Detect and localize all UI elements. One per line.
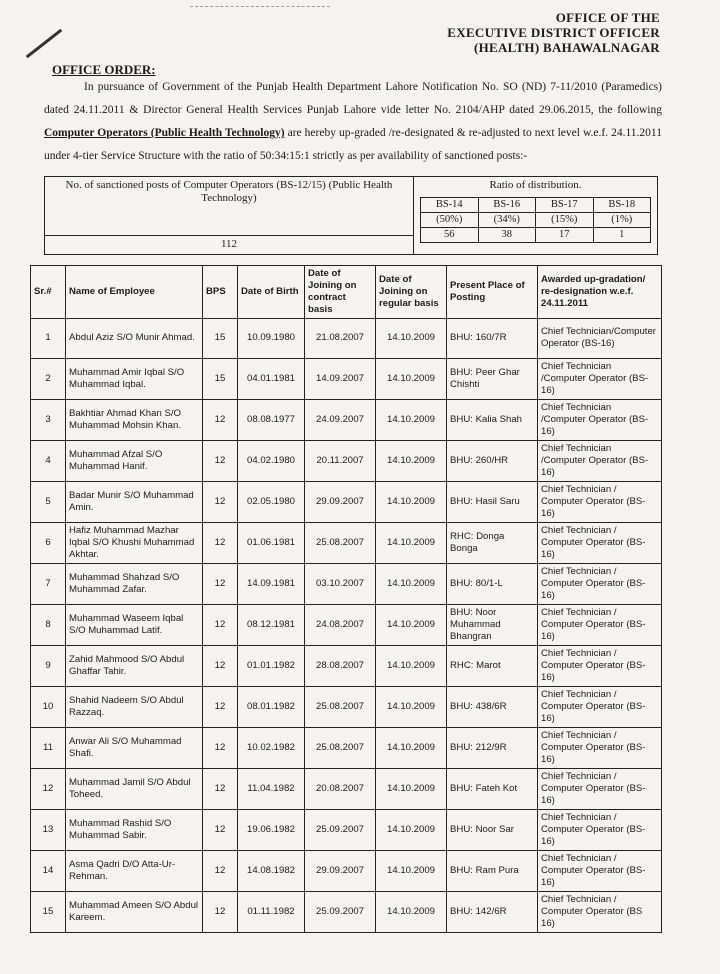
name-cell: Bakhtiar Ahmad Khan S/O Muhammad Mohsin Khan. <box>66 399 203 440</box>
sr-cell: 3 <box>31 399 66 440</box>
upgradation-cell: Chief Technician /Computer Operator (BS-16) <box>538 440 662 481</box>
upgradation-cell: Chief Technician / Computer Operator (BS-16) <box>538 645 662 686</box>
grade-pct: (15%) <box>536 213 594 228</box>
table-row <box>31 319 662 359</box>
contract-date-cell: 29.09.2007 <box>305 481 376 522</box>
sr-cell: 1 <box>31 319 66 359</box>
name-cell: Muhammad Rashid S/O Muhammad Sabir. <box>66 809 203 850</box>
name-cell: Anwar Ali S/O Muhammad Shafi. <box>66 727 203 768</box>
para-end: are hereby up-graded /re-designated & re-adjusted to next level w.e.f. 24.11.2011 under 4-tier Service Structure with the ratio of 50:34:15:1 strictly as per availability of sanctioned posts:- <box>44 127 662 162</box>
grade-label: BS-18 <box>593 198 651 213</box>
table-row <box>31 686 662 727</box>
dob-cell: 02.05.1980 <box>238 481 305 522</box>
regular-date-cell: 14.10.2009 <box>376 522 447 563</box>
sr-cell: 11 <box>31 727 66 768</box>
dob-cell: 10.02.1982 <box>238 727 305 768</box>
dob-cell: 01.06.1981 <box>238 522 305 563</box>
office-line: EXECUTIVE DISTRICT OFFICER <box>447 25 660 40</box>
dob-cell: 14.08.1982 <box>238 850 305 891</box>
posting-cell: BHU: 212/9R <box>447 727 538 768</box>
col-header: Date of Joining on contract basis <box>305 266 376 319</box>
col-header: Sr.# <box>31 266 66 319</box>
bps-cell: 12 <box>203 768 238 809</box>
grade-label: BS-17 <box>536 198 594 213</box>
contract-date-cell: 03.10.2007 <box>305 563 376 604</box>
contract-date-cell: 20.11.2007 <box>305 440 376 481</box>
office-heading <box>447 10 660 55</box>
ratio-header: Ratio of distribution. <box>489 179 582 191</box>
upgradation-cell: Chief Technician / Computer Operator (BS-16) <box>538 850 662 891</box>
name-cell: Muhammad Waseem Iqbal S/O Muhammad Latif. <box>66 604 203 645</box>
upgradation-cell: Chief Technician /Computer Operator (BS-16) <box>538 358 662 399</box>
table-row <box>31 768 662 809</box>
posting-cell: RHC: Marot <box>447 645 538 686</box>
sr-cell: 4 <box>31 440 66 481</box>
contract-date-cell: 25.09.2007 <box>305 891 376 932</box>
contract-date-cell: 24.08.2007 <box>305 604 376 645</box>
upgradation-cell: Chief Technician/Computer Operator (BS-16) <box>538 319 662 359</box>
bps-cell: 12 <box>203 645 238 686</box>
table-row <box>31 481 662 522</box>
grade-count: 1 <box>593 228 651 243</box>
contract-date-cell: 24.09.2007 <box>305 399 376 440</box>
sr-cell: 10 <box>31 686 66 727</box>
table-row <box>31 727 662 768</box>
grade-pct: (1%) <box>593 213 651 228</box>
posting-cell: BHU: 438/6R <box>447 686 538 727</box>
contract-date-cell: 25.08.2007 <box>305 727 376 768</box>
regular-date-cell: 14.10.2009 <box>376 809 447 850</box>
name-cell: Muhammad Shahzad S/O Muhammad Zafar. <box>66 563 203 604</box>
sr-cell: 12 <box>31 768 66 809</box>
posting-cell: BHU: Fateh Kot <box>447 768 538 809</box>
grade-count: 38 <box>478 228 536 243</box>
posting-cell: BHU: Kalia Shah <box>447 399 538 440</box>
name-cell: Abdul Aziz S/O Munir Ahmad. <box>66 319 203 359</box>
grade-pct: (34%) <box>478 213 536 228</box>
posting-cell: BHU: Ram Pura <box>447 850 538 891</box>
regular-date-cell: 14.10.2009 <box>376 481 447 522</box>
ratio-cell <box>414 177 658 255</box>
bps-cell: 15 <box>203 358 238 399</box>
office-line: (HEALTH) BAHAWALNAGAR <box>473 40 660 55</box>
posting-cell: BHU: Noor Sar <box>447 809 538 850</box>
name-cell: Muhammad Afzal S/O Muhammad Hanif. <box>66 440 203 481</box>
ratio-grid <box>420 197 651 243</box>
table-row <box>31 645 662 686</box>
posting-cell: BHU: Peer Ghar Chishti <box>447 358 538 399</box>
dob-cell: 08.01.1982 <box>238 686 305 727</box>
name-cell: Muhammad Ameen S/O Abdul Kareem. <box>66 891 203 932</box>
bps-cell: 15 <box>203 319 238 359</box>
contract-date-cell: 25.08.2007 <box>305 686 376 727</box>
regular-date-cell: 14.10.2009 <box>376 358 447 399</box>
dob-cell: 08.12.1981 <box>238 604 305 645</box>
upgradation-cell: Chief Technician / Computer Operator (BS-16) <box>538 522 662 563</box>
name-cell: Muhammad Jamil S/O Abdul Toheed. <box>66 768 203 809</box>
upgradation-cell: Chief Technician / Computer Operator (BS-16) <box>538 727 662 768</box>
contract-date-cell: 28.08.2007 <box>305 645 376 686</box>
name-cell: Asma Qadri D/O Atta-Ur-Rehman. <box>66 850 203 891</box>
regular-date-cell: 14.10.2009 <box>376 563 447 604</box>
col-header: BPS <box>203 266 238 319</box>
bps-cell: 12 <box>203 522 238 563</box>
dob-cell: 08.08.1977 <box>238 399 305 440</box>
name-cell: Zahid Mahmood S/O Abdul Ghaffar Tahir. <box>66 645 203 686</box>
upgradation-cell: Chief Technician / Computer Operator (BS-16) <box>538 768 662 809</box>
bps-cell: 12 <box>203 686 238 727</box>
pen-mark <box>26 29 63 58</box>
regular-date-cell: 14.10.2009 <box>376 604 447 645</box>
col-header: Present Place of Posting <box>447 266 538 319</box>
posting-cell: BHU: 160/7R <box>447 319 538 359</box>
upgradation-cell: Chief Technician / Computer Operator (BS-16) <box>538 604 662 645</box>
contract-date-cell: 20.08.2007 <box>305 768 376 809</box>
upgradation-cell: Chief Technician / Computer Operator (BS-16) <box>538 481 662 522</box>
sanctioned-posts-table <box>44 176 658 255</box>
sr-cell: 6 <box>31 522 66 563</box>
sr-cell: 13 <box>31 809 66 850</box>
contract-date-cell: 21.08.2007 <box>305 319 376 359</box>
grade-pct: (50%) <box>421 213 479 228</box>
para-bold: Computer Operators (Public Health Technology) <box>44 127 285 139</box>
regular-date-cell: 14.10.2009 <box>376 645 447 686</box>
table-row <box>31 399 662 440</box>
order-paragraph <box>44 76 662 168</box>
contract-date-cell: 25.09.2007 <box>305 809 376 850</box>
para-start: In pursuance of Government of the Punjab Health Department Lahore Notification No. SO (ND) 7-11/2010 (Paramedics) dated 24.11.2011 & Director General Health Services Punjab Lahore vide letter No. 2104/AHP dated 29.06.2015, the following <box>44 81 662 116</box>
col-header: Awarded up-gradation/ re-designation w.e.f. 24.11.2011 <box>538 266 662 319</box>
bps-cell: 12 <box>203 850 238 891</box>
bps-cell: 12 <box>203 809 238 850</box>
sr-cell: 14 <box>31 850 66 891</box>
grade-label: BS-14 <box>421 198 479 213</box>
name-cell: Shahid Nadeem S/O Abdul Razzaq. <box>66 686 203 727</box>
dob-cell: 04.01.1981 <box>238 358 305 399</box>
sanctioned-total: 112 <box>45 236 414 255</box>
sr-cell: 15 <box>31 891 66 932</box>
bps-cell: 12 <box>203 440 238 481</box>
contract-date-cell: 29.09.2007 <box>305 850 376 891</box>
dob-cell: 04.02.1980 <box>238 440 305 481</box>
regular-date-cell: 14.10.2009 <box>376 686 447 727</box>
upgradation-cell: Chief Technician / Computer Operator (BS 16) <box>538 891 662 932</box>
bps-cell: 12 <box>203 563 238 604</box>
contract-date-cell: 14.09.2007 <box>305 358 376 399</box>
sr-cell: 7 <box>31 563 66 604</box>
table-row <box>31 850 662 891</box>
upgradation-cell: Chief Technician / Computer Operator (BS-16) <box>538 563 662 604</box>
contract-date-cell: 25.08.2007 <box>305 522 376 563</box>
regular-date-cell: 14.10.2009 <box>376 727 447 768</box>
posting-cell: BHU: 260/HR <box>447 440 538 481</box>
name-cell: Badar Munir S/O Muhammad Amin. <box>66 481 203 522</box>
upgradation-cell: Chief Technician / Computer Operator (BS-16) <box>538 809 662 850</box>
regular-date-cell: 14.10.2009 <box>376 440 447 481</box>
table-row <box>31 891 662 932</box>
top-scan-line <box>190 6 330 7</box>
sr-cell: 9 <box>31 645 66 686</box>
table-row <box>31 604 662 645</box>
grade-count: 17 <box>536 228 594 243</box>
regular-date-cell: 14.10.2009 <box>376 399 447 440</box>
sanctioned-header: No. of sanctioned posts of Computer Operators (BS-12/15) (Public Health Technology) <box>45 177 414 236</box>
bps-cell: 12 <box>203 727 238 768</box>
sr-cell: 5 <box>31 481 66 522</box>
posting-cell: RHC: Donga Bonga <box>447 522 538 563</box>
table-row <box>31 563 662 604</box>
col-header: Date of Birth <box>238 266 305 319</box>
order-title: OFFICE ORDER: <box>52 62 156 77</box>
posting-cell: BHU: Noor Muhammad Bhangran <box>447 604 538 645</box>
sr-cell: 8 <box>31 604 66 645</box>
regular-date-cell: 14.10.2009 <box>376 850 447 891</box>
upgradation-cell: Chief Technician / Computer Operator (BS-16) <box>538 686 662 727</box>
bps-cell: 12 <box>203 604 238 645</box>
col-header: Date of Joining on regular basis <box>376 266 447 319</box>
bps-cell: 12 <box>203 399 238 440</box>
sr-cell: 2 <box>31 358 66 399</box>
dob-cell: 19.06.1982 <box>238 809 305 850</box>
dob-cell: 01.11.1982 <box>238 891 305 932</box>
office-line: OFFICE OF THE <box>555 10 660 25</box>
table-row <box>31 809 662 850</box>
dob-cell: 10.09.1980 <box>238 319 305 359</box>
bps-cell: 12 <box>203 481 238 522</box>
bps-cell: 12 <box>203 891 238 932</box>
table-row <box>31 440 662 481</box>
grade-label: BS-16 <box>478 198 536 213</box>
employee-table <box>30 265 662 933</box>
table-row <box>31 522 662 563</box>
posting-cell: BHU: Hasil Saru <box>447 481 538 522</box>
col-header: Name of Employee <box>66 266 203 319</box>
regular-date-cell: 14.10.2009 <box>376 768 447 809</box>
table-row <box>31 358 662 399</box>
dob-cell: 11.04.1982 <box>238 768 305 809</box>
grade-count: 56 <box>421 228 479 243</box>
regular-date-cell: 14.10.2009 <box>376 891 447 932</box>
regular-date-cell: 14.10.2009 <box>376 319 447 359</box>
dob-cell: 14.09.1981 <box>238 563 305 604</box>
dob-cell: 01.01.1982 <box>238 645 305 686</box>
posting-cell: BHU: 142/6R <box>447 891 538 932</box>
upgradation-cell: Chief Technician /Computer Operator (BS-16) <box>538 399 662 440</box>
employee-header-row <box>31 266 662 319</box>
posting-cell: BHU: 80/1-L <box>447 563 538 604</box>
name-cell: Hafiz Muhammad Mazhar Iqbal S/O Khushi Muhammad Akhtar. <box>66 522 203 563</box>
name-cell: Muhammad Amir Iqbal S/O Muhammad Iqbal. <box>66 358 203 399</box>
